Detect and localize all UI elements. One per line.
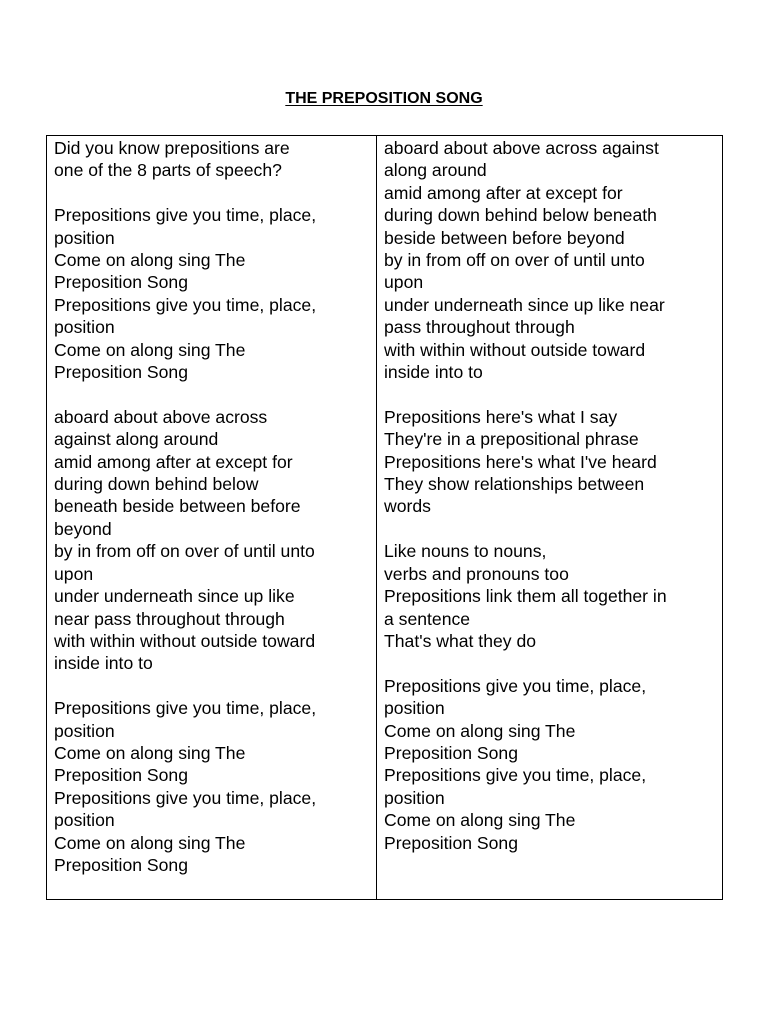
lyric-line: with within without outside toward	[384, 339, 646, 360]
lyric-line: during down behind below beneath	[384, 205, 657, 226]
lyric-line: amid among after at except for	[384, 182, 623, 203]
lyric-line: beneath beside between before	[54, 496, 301, 517]
lyric-line: position	[54, 317, 115, 338]
lyric-line: Prepositions here's what I've heard	[384, 451, 657, 472]
lyric-line: Preposition Song	[54, 765, 188, 786]
lyric-line: Preposition Song	[54, 854, 188, 875]
stanza	[54, 137, 370, 182]
stanza	[384, 137, 716, 383]
lyric-line: under underneath since up like near	[384, 294, 665, 315]
lyric-line: aboard about above across against	[384, 138, 659, 158]
lyric-line: Prepositions give you time, place,	[384, 765, 647, 786]
stanza	[384, 406, 716, 518]
lyric-line: by in from off on over of until unto	[384, 250, 645, 271]
lyric-line: Prepositions give you time, place,	[54, 787, 317, 808]
lyric-line: Preposition Song	[54, 362, 188, 383]
lyric-line: That's what they do	[384, 630, 537, 651]
lyric-line: Prepositions link them all together in	[384, 586, 667, 607]
lyric-line: Like nouns to nouns,	[384, 541, 547, 562]
lyric-line: one of the 8 parts of speech?	[54, 160, 282, 181]
lyric-line: with within without outside toward	[54, 630, 316, 651]
lyric-line: Preposition Song	[384, 742, 518, 763]
lyric-line: They show relationships between	[384, 474, 645, 495]
document-title: THE PREPOSITION SONG	[285, 90, 483, 107]
stanza	[54, 697, 370, 876]
lyric-line: during down behind below	[54, 474, 259, 495]
lyric-line: position	[54, 227, 115, 248]
lyric-line: Prepositions give you time, place,	[54, 205, 317, 226]
lyric-line: a sentence	[384, 608, 471, 629]
lyric-line: beyond	[54, 518, 112, 539]
stanza	[384, 540, 716, 652]
stanza	[54, 204, 370, 383]
lyric-line: Prepositions give you time, place,	[54, 698, 317, 719]
lyric-line: position	[384, 787, 445, 808]
lyric-line: upon	[384, 272, 424, 293]
lyric-line: Prepositions give you time, place,	[384, 675, 647, 696]
lyrics-table	[46, 135, 723, 900]
lyric-line: position	[54, 810, 115, 831]
lyric-line: Preposition Song	[54, 272, 188, 293]
lyric-line: Come on along sing The	[54, 742, 246, 763]
lyric-line: Come on along sing The	[54, 832, 246, 853]
stanza	[384, 675, 716, 854]
lyric-line: Preposition Song	[384, 832, 518, 853]
lyric-line: Come on along sing The	[384, 810, 576, 831]
lyric-line: Come on along sing The	[384, 720, 576, 741]
lyric-line: along around	[384, 160, 487, 181]
lyric-line: They're in a prepositional phrase	[384, 429, 639, 450]
lyric-line: words	[384, 496, 431, 517]
lyric-line: inside into to	[54, 653, 153, 674]
lyric-line: against along around	[54, 429, 219, 450]
lyric-line: aboard about above across	[54, 406, 268, 427]
lyric-line: Come on along sing The	[54, 339, 246, 360]
lyric-line: near pass throughout through	[54, 608, 285, 629]
lyric-line: beside between before beyond	[384, 227, 625, 248]
lyric-line: upon	[54, 563, 94, 584]
lyric-line: Prepositions here's what I say	[384, 406, 618, 427]
lyric-line: amid among after at except for	[54, 451, 293, 472]
lyric-line: verbs and pronouns too	[384, 563, 569, 584]
lyrics-column-right	[377, 136, 722, 899]
lyric-line: inside into to	[384, 362, 483, 383]
lyric-line: Come on along sing The	[54, 250, 246, 271]
lyric-line: under underneath since up like	[54, 586, 295, 607]
lyric-line: Prepositions give you time, place,	[54, 294, 317, 315]
lyrics-column-left	[47, 136, 377, 899]
lyric-line: Did you know prepositions are	[54, 138, 290, 158]
lyric-line: position	[54, 720, 115, 741]
stanza	[54, 406, 370, 675]
lyric-line: pass throughout through	[384, 317, 575, 338]
lyric-line: by in from off on over of until unto	[54, 541, 315, 562]
lyric-line: position	[384, 698, 445, 719]
